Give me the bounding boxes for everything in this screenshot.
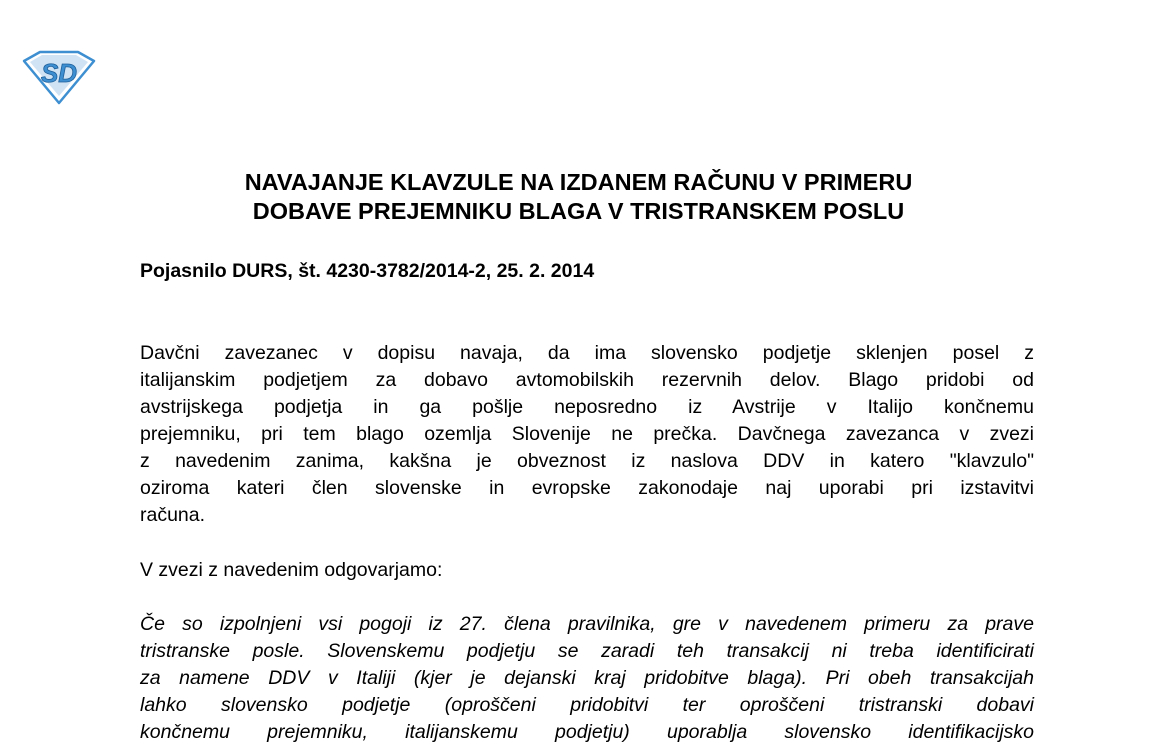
document-title	[0, 168, 1157, 226]
paragraph-line: prejemniku, pri tem blago ozemlja Slovenije ne prečka. Davčnega zavezanca v zvezi	[140, 423, 1034, 445]
paragraph-line: avstrijskega podjetja in ga pošlje neposredno iz Avstrije v Italijo končnemu	[140, 396, 1034, 418]
paragraph-answer-intro	[140, 557, 1034, 584]
title-line-2: DOBAVE PREJEMNIKU BLAGA V TRISTRANSKEM POSLU	[252, 198, 905, 224]
paragraph-line: lahko slovensko podjetje (oproščeni pridobitvi ter oproščeni tristranski dobavi	[140, 694, 1034, 716]
paragraph-line: z navedenim zanima, kakšna je obveznost iz naslova DDV in katero "klavzulo"	[140, 450, 1034, 472]
logo-letters: SD	[40, 58, 78, 88]
paragraph-question	[140, 340, 1034, 529]
paragraph-line: Davčni zavezanec v dopisu navaja, da ima slovensko podjetje sklenjen posel z	[140, 342, 1034, 364]
paragraph-answer	[140, 611, 1034, 746]
paragraph-line: računa.	[140, 504, 206, 526]
logo	[22, 49, 96, 105]
logo-emblem-icon	[22, 49, 96, 105]
paragraph-line: tristranske posle. Slovenskemu podjetju se zaradi teh transakcij ni treba identificirati	[140, 640, 1034, 662]
document-subtitle: Pojasnilo DURS, št. 4230-3782/2014-2, 25. 2. 2014	[140, 260, 595, 282]
paragraph-line: končnemu prejemniku, italijanskemu podjetju) uporablja slovensko identifikacijsko	[140, 721, 1034, 743]
paragraph-line: italijanskim podjetjem za dobavo avtomobilskih rezervnih delov. Blago pridobi od	[140, 369, 1034, 391]
paragraph-line: oziroma kateri člen slovenske in evropske zakonodaje naj uporabi pri izstavitvi	[140, 477, 1034, 499]
paragraph-line: za namene DDV v Italiji (kjer je dejanski kraj pridobitve blaga). Pri obeh transakcijah	[140, 667, 1034, 689]
paragraph-line: Če so izpolnjeni vsi pogoji iz 27. člena pravilnika, gre v navedenem primeru za prave	[140, 613, 1034, 635]
title-line-1: NAVAJANJE KLAVZULE NA IZDANEM RAČUNU V PRIMERU	[244, 169, 913, 195]
paragraph-line: V zvezi z navedenim odgovarjamo:	[140, 559, 443, 581]
